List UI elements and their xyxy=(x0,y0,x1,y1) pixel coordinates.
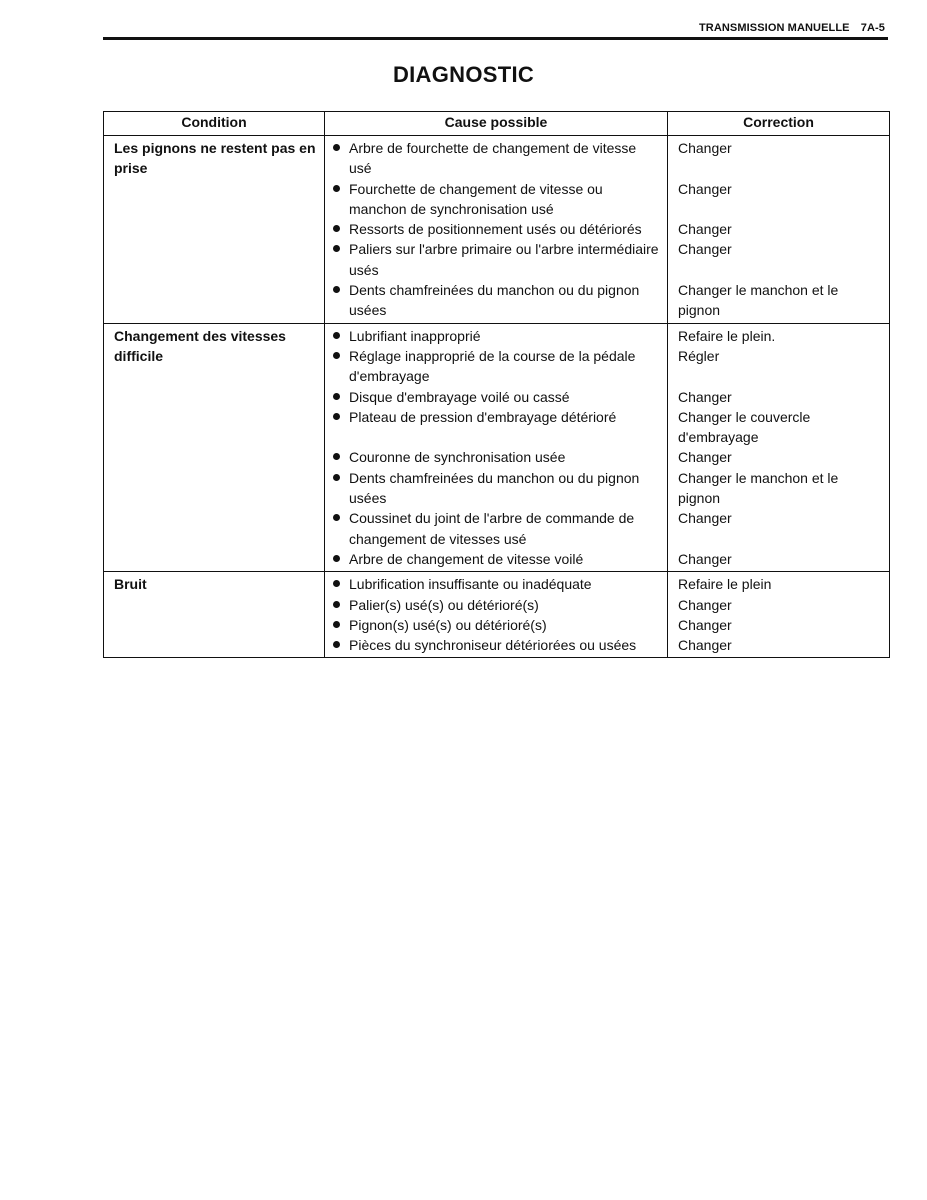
cause-item xyxy=(331,508,661,549)
correction-text: Régler xyxy=(678,347,720,364)
bullet-icon xyxy=(333,144,340,151)
cause-item xyxy=(331,346,661,387)
cause-text: Couronne de synchronisation usée xyxy=(349,449,566,466)
cause-text: Plateau de pression d'embrayage détérioré xyxy=(349,408,617,425)
cause-text: Ressorts de positionnement usés ou détériorés xyxy=(349,221,642,238)
diagnostic-table xyxy=(103,111,890,658)
cause-item xyxy=(331,549,661,569)
correction-cell xyxy=(668,572,890,658)
correction-cell xyxy=(668,136,890,324)
correction-text: Changer xyxy=(678,241,732,258)
cause-text: Pignon(s) usé(s) ou détérioré(s) xyxy=(349,616,547,633)
cause-item xyxy=(331,595,661,615)
correction-cell xyxy=(668,323,890,572)
cause-item xyxy=(331,635,661,655)
correction-text: Changer le manchon et le pignon xyxy=(678,469,839,507)
cause-text: Arbre de changement de vitesse voilé xyxy=(349,550,584,567)
table-row xyxy=(104,323,890,572)
cause-item xyxy=(331,447,661,467)
column-header-condition: Condition xyxy=(104,112,325,136)
bullet-icon xyxy=(333,641,340,648)
bullet-icon xyxy=(333,286,340,293)
cause-text: Coussinet du joint de l'arbre de commande de changement de vitesses usé xyxy=(349,510,635,547)
correction-text: Changer le couvercle d'embrayage xyxy=(678,408,811,446)
correction-text: Changer xyxy=(678,596,732,613)
page-title: DIAGNOSTIC xyxy=(392,62,535,87)
bullet-icon xyxy=(333,555,340,562)
table-body xyxy=(104,136,890,658)
correction-text: Changer xyxy=(678,637,732,654)
section-title: TRANSMISSION MANUELLE xyxy=(698,22,850,34)
cause-cell xyxy=(325,572,668,658)
table-row xyxy=(104,572,890,658)
correction-text: Changer xyxy=(678,388,732,405)
cause-item xyxy=(331,239,661,280)
bullet-icon xyxy=(333,514,340,521)
cause-cell xyxy=(325,323,668,572)
bullet-icon xyxy=(333,185,340,192)
condition-cell: Les pignons ne restent pas en prise xyxy=(104,136,325,324)
bullet-icon xyxy=(333,225,340,232)
column-header-cause: Cause possible xyxy=(325,112,668,136)
bullet-icon xyxy=(333,474,340,481)
cause-text: Dents chamfreinées du manchon ou du pignon usées xyxy=(349,282,640,319)
bullet-icon xyxy=(333,332,340,339)
bullet-icon xyxy=(333,413,340,420)
table-header-row xyxy=(104,112,890,136)
cause-item xyxy=(331,615,661,635)
bullet-icon xyxy=(333,352,340,359)
cause-text: Dents chamfreinées du manchon ou du pignon usées xyxy=(349,469,640,507)
correction-text: Changer xyxy=(678,510,732,527)
cause-item xyxy=(331,387,661,407)
cause-item xyxy=(331,326,661,346)
correction-text: Changer le manchon et le pignon xyxy=(678,282,839,319)
cause-text: Paliers sur l'arbre primaire ou l'arbre intermédiaire usés xyxy=(349,241,659,278)
correction-text: Changer xyxy=(678,449,732,466)
running-header xyxy=(699,22,885,34)
cause-item xyxy=(331,468,661,509)
cause-item xyxy=(331,574,661,594)
cause-text: Lubrifiant inapproprié xyxy=(349,327,481,344)
cause-text: Pièces du synchroniseur détériorées ou usées xyxy=(349,637,637,654)
page-number: 7A-5 xyxy=(860,22,885,34)
column-header-correction: Correction xyxy=(668,112,890,136)
table-row xyxy=(104,136,890,324)
condition-cell: Bruit xyxy=(104,572,325,658)
cause-text: Disque d'embrayage voilé ou cassé xyxy=(349,388,570,405)
bullet-icon xyxy=(333,245,340,252)
correction-text: Changer xyxy=(678,550,732,567)
correction-text: Changer xyxy=(678,140,732,156)
header-rule xyxy=(103,37,888,40)
cause-cell xyxy=(325,136,668,324)
cause-item xyxy=(331,138,661,179)
bullet-icon xyxy=(333,453,340,460)
cause-item xyxy=(331,219,661,239)
condition-cell: Changement des vitesses difficile xyxy=(104,323,325,572)
correction-text: Changer xyxy=(678,180,732,197)
cause-text: Arbre de fourchette de changement de vitesse usé xyxy=(349,140,637,177)
bullet-icon xyxy=(333,393,340,400)
bullet-icon xyxy=(333,601,340,608)
correction-text: Refaire le plein. xyxy=(678,327,776,344)
cause-text: Palier(s) usé(s) ou détérioré(s) xyxy=(349,596,539,613)
correction-text: Changer xyxy=(678,221,732,238)
bullet-icon xyxy=(333,580,340,587)
bullet-icon xyxy=(333,621,340,628)
correction-text: Changer xyxy=(678,616,732,633)
cause-item xyxy=(331,407,661,448)
cause-text: Lubrification insuffisante ou inadéquate xyxy=(349,576,592,593)
cause-text: Fourchette de changement de vitesse ou manchon de synchronisation usé xyxy=(349,180,603,217)
cause-item xyxy=(331,179,661,220)
cause-text: Réglage inapproprié de la course de la pédale d'embrayage xyxy=(349,347,636,385)
correction-text: Refaire le plein xyxy=(678,576,772,593)
cause-item xyxy=(331,280,661,321)
